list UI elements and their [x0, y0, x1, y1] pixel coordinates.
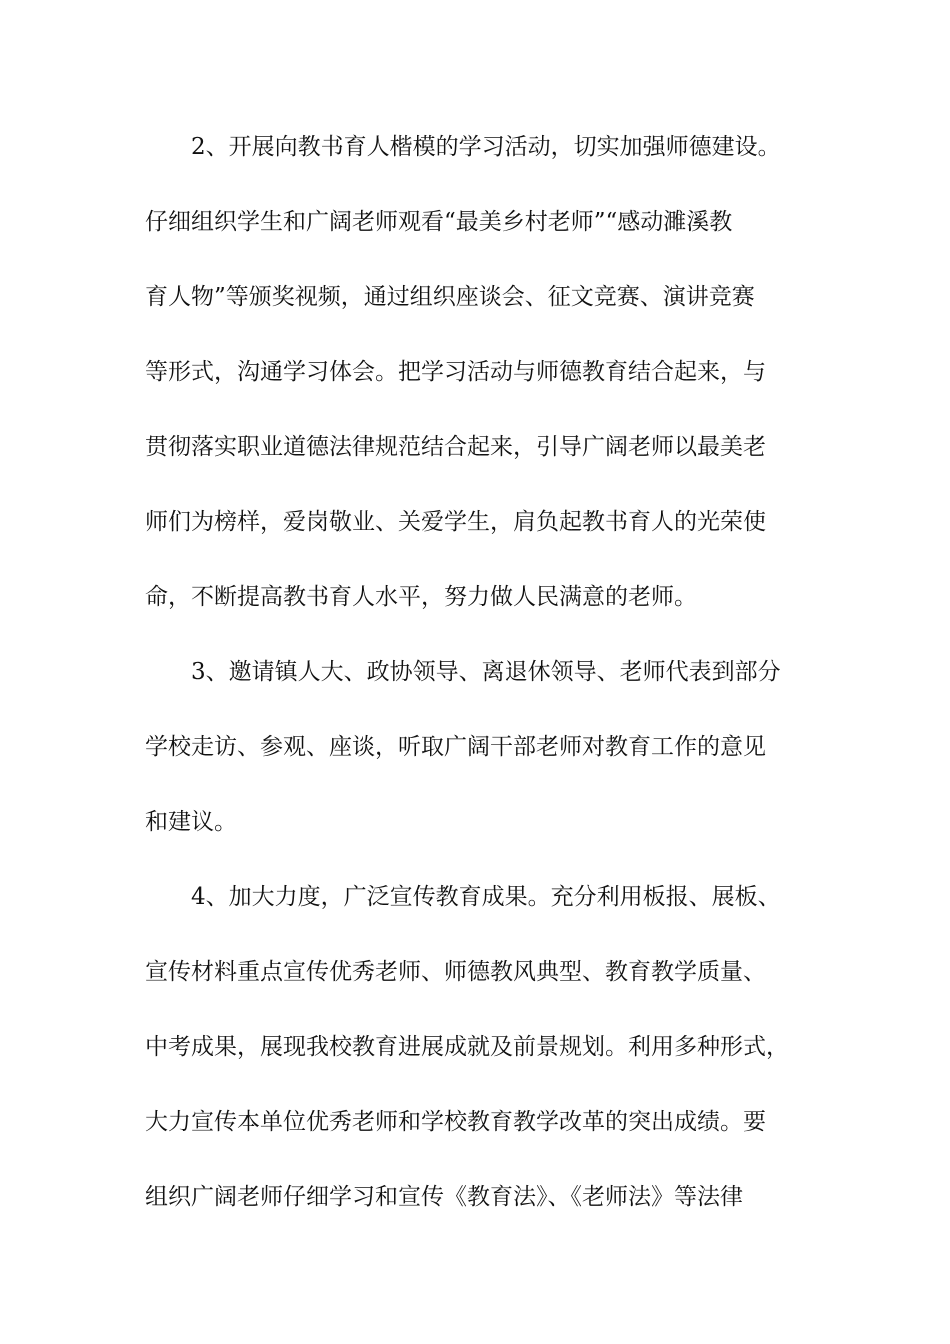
text-line: 中考成果，展现我校教育进展成就及前景规划。利用多种形式，	[145, 1034, 789, 1060]
text-line: 育人物”等颁奖视频，通过组织座谈会、征文竞赛、演讲竞赛	[145, 284, 755, 310]
text-line: 学校走访、参观、座谈，听取广阔干部老师对教育工作的意见	[145, 734, 766, 760]
text-line: 和建议。	[145, 809, 237, 835]
text-line: 师们为榜样，爱岗敬业、关爱学生，肩负起教书育人的光荣使	[145, 509, 766, 535]
text-line: 等形式，沟通学习体会。把学习活动与师德教育结合起来，与	[145, 359, 766, 385]
document-body	[145, 127, 815, 1252]
text-line: 组织广阔老师仔细学习和宣传《教育法》、《老师法》等法律	[145, 1184, 743, 1210]
text-line: 仔细组织学生和广阔老师观看“最美乡村老师”“感动濉溪教	[145, 209, 733, 235]
text-line: 宣传材料重点宣传优秀老师、师德教风典型、教育教学质量、	[145, 959, 766, 985]
text-line: 4、加大力度，广泛宣传教育成果。充分利用板报、展板、	[191, 884, 781, 910]
text-line: 命，不断提高教书育人水平，努力做人民满意的老师。	[145, 584, 697, 610]
text-line: 3、邀请镇人大、政协领导、离退休领导、老师代表到部分	[191, 659, 781, 685]
text-line: 贯彻落实职业道德法律规范结合起来，引导广阔老师以最美老	[145, 434, 766, 460]
text-line: 2、开展向教书育人楷模的学习活动，切实加强师德建设。	[191, 134, 781, 160]
text-line: 大力宣传本单位优秀老师和学校教育教学改革的突出成绩。要	[145, 1109, 766, 1135]
